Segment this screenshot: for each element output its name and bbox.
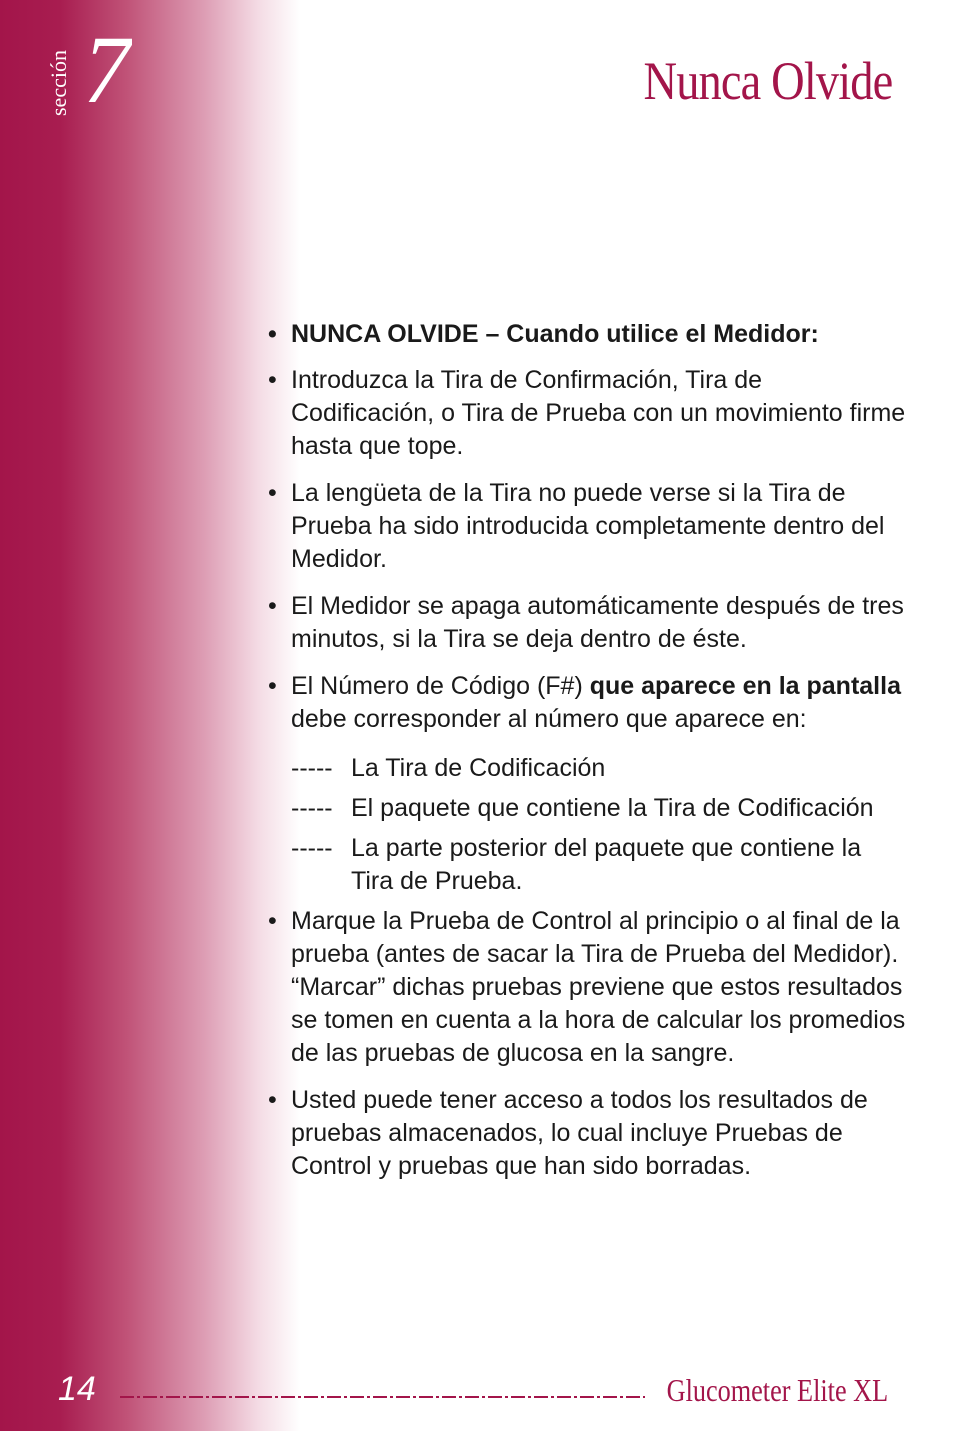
list-item: • La lengüeta de la Tira no puede verse si la Tira de Prueba ha sido introducida completamente dentro del Medidor. (268, 477, 908, 576)
page-number-text: 14 (58, 1370, 96, 1408)
section-number-text: 7 (83, 28, 131, 108)
page-title: Nunca Olvide (643, 51, 892, 111)
sub-dash: ----- (291, 834, 333, 862)
heading-bullet: • NUNCA OLVIDE – Cuando utilice el Medidor: (268, 318, 908, 351)
side-color-band (0, 0, 300, 1431)
sub-list-item (291, 832, 908, 898)
code-sublist (291, 752, 908, 898)
sub-item-text: La parte posterior del paquete que contiene la Tira de Prueba. (351, 834, 862, 895)
code-item-prefix: El Número de Código (F#) (291, 672, 590, 700)
main-content (268, 318, 908, 1197)
sub-item-text: La Tira de Codificación (351, 754, 606, 782)
sub-list-item (291, 792, 908, 825)
page-number (58, 1368, 98, 1408)
code-item-bold: que aparece en la pantalla (589, 672, 901, 700)
code-item-suffix: debe corresponder al número que aparece en: (291, 705, 807, 733)
code-number-item (268, 670, 908, 736)
list-item: • Introduzca la Tira de Confirmación, Tira de Codificación, o Tira de Prueba con un movimiento firme hasta que tope. (268, 364, 908, 463)
section-number-seven (82, 28, 132, 108)
sub-dash: ----- (291, 754, 333, 782)
section-label: sección (46, 50, 71, 116)
list-item: • Marque la Prueba de Control al principio o al final de la prueba (antes de sacar la Tira de Prueba del Medidor). “Marcar” dichas pruebas previene que estos resultados se tomen en cuenta a la hora de calcular los promedios de las pruebas de glucosa en la sangre. (268, 905, 908, 1070)
sub-list-item (291, 752, 908, 785)
sub-dash: ----- (291, 794, 333, 822)
footer-product-name: Glucometer Elite XL (666, 1372, 888, 1408)
list-item: • Usted puede tener acceso a todos los resultados de pruebas almacenados, lo cual incluye Pruebas de Control y pruebas que han sido borradas. (268, 1084, 908, 1183)
footer-dash-line (120, 1395, 645, 1399)
list-item: • El Medidor se apaga automáticamente después de tres minutos, si la Tira se deja dentro de éste. (268, 590, 908, 656)
sub-item-text: El paquete que contiene la Tira de Codificación (351, 794, 874, 822)
